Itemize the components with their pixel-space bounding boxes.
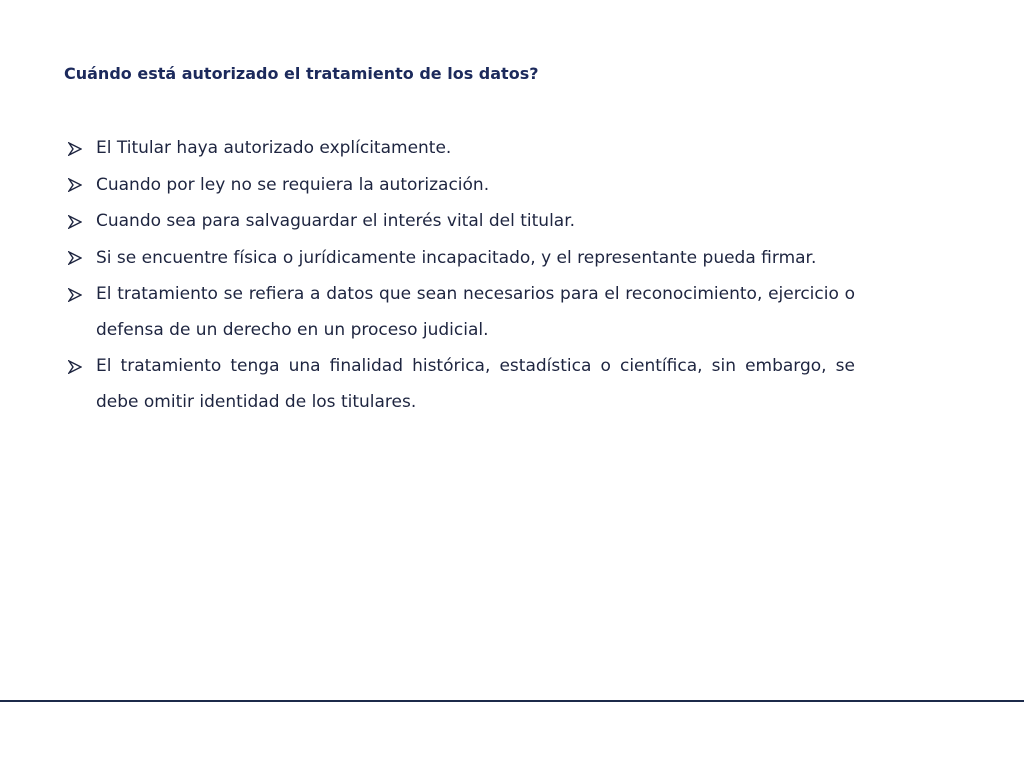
arrow-bullet-icon xyxy=(64,241,86,277)
bullet-item-explicit-authorization xyxy=(64,131,855,167)
bullet-item-judicial-process xyxy=(64,277,855,348)
slide-title: Cuándo está autorizado el tratamiento de los datos? xyxy=(64,64,539,83)
arrow-bullet-icon xyxy=(64,131,86,167)
bullet-item-historical-purpose xyxy=(64,349,855,420)
arrow-bullet-icon xyxy=(64,168,86,204)
bullet-text: El tratamiento se refiera a datos que sean necesarios para el reconocimiento, ejercicio o defensa de un derecho en un proceso judicial. xyxy=(96,284,855,340)
bullet-text: Cuando por ley no se requiera la autorización. xyxy=(96,174,490,195)
arrow-bullet-icon xyxy=(64,349,86,385)
bullet-text: El Titular haya autorizado explícitamente. xyxy=(96,138,452,158)
bullet-text: Cuando sea para salvaguardar el interés vital del titular. xyxy=(96,211,576,231)
bullet-item-vital-interest xyxy=(64,204,855,240)
bullet-text: Si se encuentre física o jurídicamente incapacitado, y el representante pueda firmar. xyxy=(96,247,817,268)
bullet-item-incapacitated xyxy=(64,241,855,277)
bullet-item-law-exemption xyxy=(64,168,855,204)
bullet-list xyxy=(64,131,855,421)
arrow-bullet-icon xyxy=(64,277,86,313)
bullet-text: El tratamiento tenga una finalidad histórica, estadística o científica, sin embargo, se debe omitir identidad de los titulares. xyxy=(96,356,855,412)
arrow-bullet-icon xyxy=(64,204,86,240)
bottom-divider xyxy=(0,700,1024,702)
